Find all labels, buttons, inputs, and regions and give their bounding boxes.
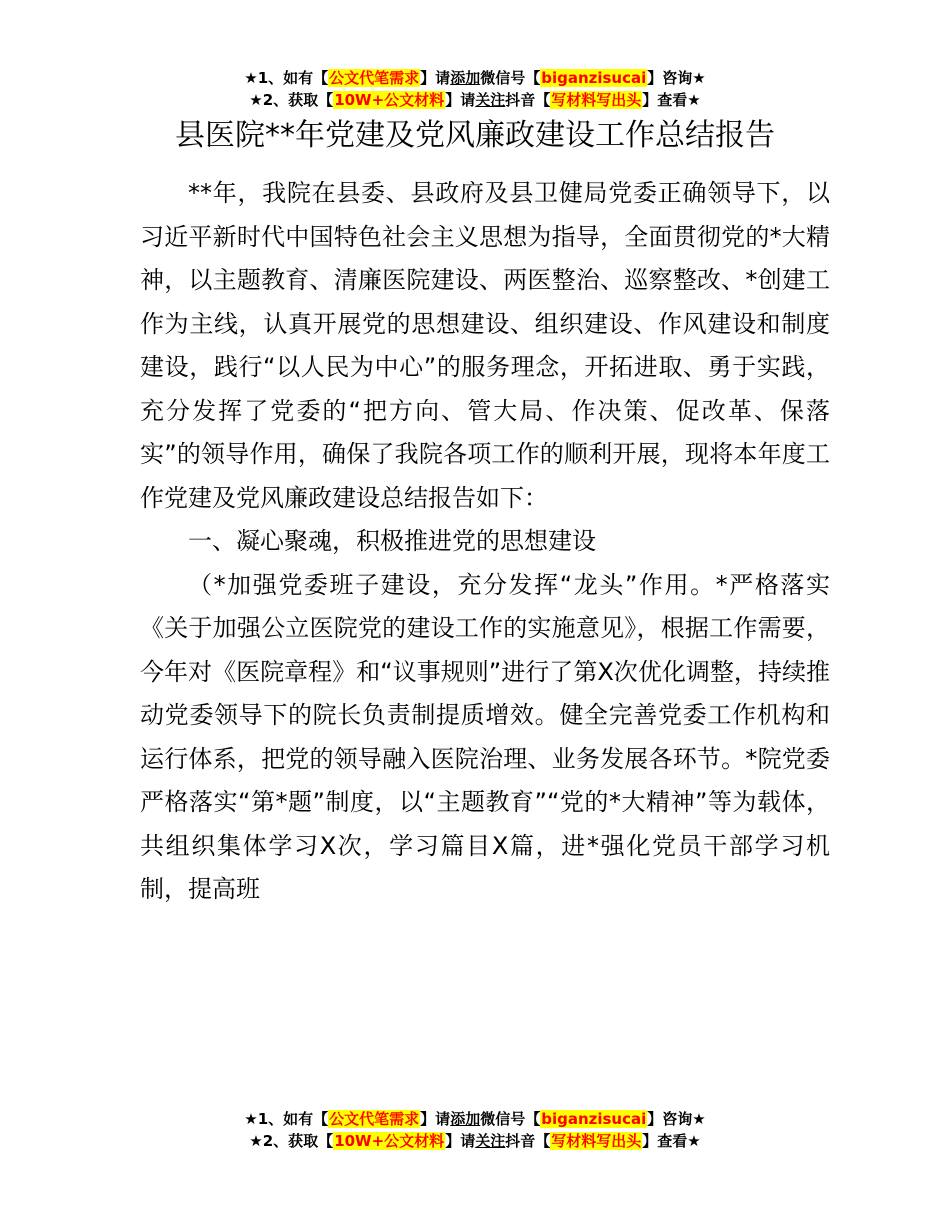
header-notice: [0, 67, 950, 111]
paragraph-section-1: （*加强党委班子建设，充分发挥“龙头”作用。*严格落实《关于加强公立医院党的建设工作的实施意见》，根据工作需要，今年对《医院章程》和“议事规则”进行了第X次优化调整，持续推动党委领导下的院长负责制提质增效。健全完善党委工作机构和运行体系，把党的领导融入医院治理、业务发展各环节。*院党委严格落实“第*题”制度，以“主题教育”“党的*大精神”等为载体，共组织集体学习X次，学习篇目X篇，进*强化党员干部学习机制，提高班: [140, 570, 830, 903]
notice-line-1: ★1、如有【公文代笔需求】请添加微信号【biganzisucai】咨询★: [244, 69, 706, 87]
highlight-materials: 10W+公文材料: [334, 1132, 445, 1150]
document-body: [140, 172, 830, 912]
notice-line-2: ★2、获取【10W+公文材料】请关注抖音【写材料写出头】查看★: [249, 1132, 701, 1150]
highlight-douyin: 写材料写出头: [551, 1132, 642, 1150]
document-title: 县医院**年党建及党风廉政建设工作总结报告: [175, 118, 775, 153]
notice-line-2: ★2、获取【10W+公文材料】请关注抖音【写材料写出头】查看★: [249, 91, 701, 109]
paragraph-intro: **年，我院在县委、县政府及县卫健局党委正确领导下，以习近平新时代中国特色社会主义思想为指导，全面贯彻党的*大精神，以主题教育、清廉医院建设、两医整治、巡察整改、*创建工作为主线，认真开展党的思想建设、组织建设、作风建设和制度建设，践行“以人民为中心”的服务理念，开拓进取、勇于实践，充分发挥了党委的“把方向、管大局、作决策、促改革、保落实”的领导作用，确保了我院各项工作的顺利开展，现将本年度工作党建及党风廉政建设总结报告如下：: [140, 179, 830, 512]
highlight-materials: 10W+公文材料: [334, 91, 445, 109]
highlight-wechat-id: biganzisucai: [541, 69, 647, 87]
highlight-service: 公文代笔需求: [329, 69, 420, 87]
highlight-wechat-id: biganzisucai: [541, 1110, 647, 1128]
highlight-service: 公文代笔需求: [329, 1110, 420, 1128]
section-heading: 一、凝心聚魂，积极推进党的思想建设: [188, 527, 596, 555]
footer-notice: [0, 1108, 950, 1152]
highlight-douyin: 写材料写出头: [551, 91, 642, 109]
notice-line-1: ★1、如有【公文代笔需求】请添加微信号【biganzisucai】咨询★: [244, 1110, 706, 1128]
